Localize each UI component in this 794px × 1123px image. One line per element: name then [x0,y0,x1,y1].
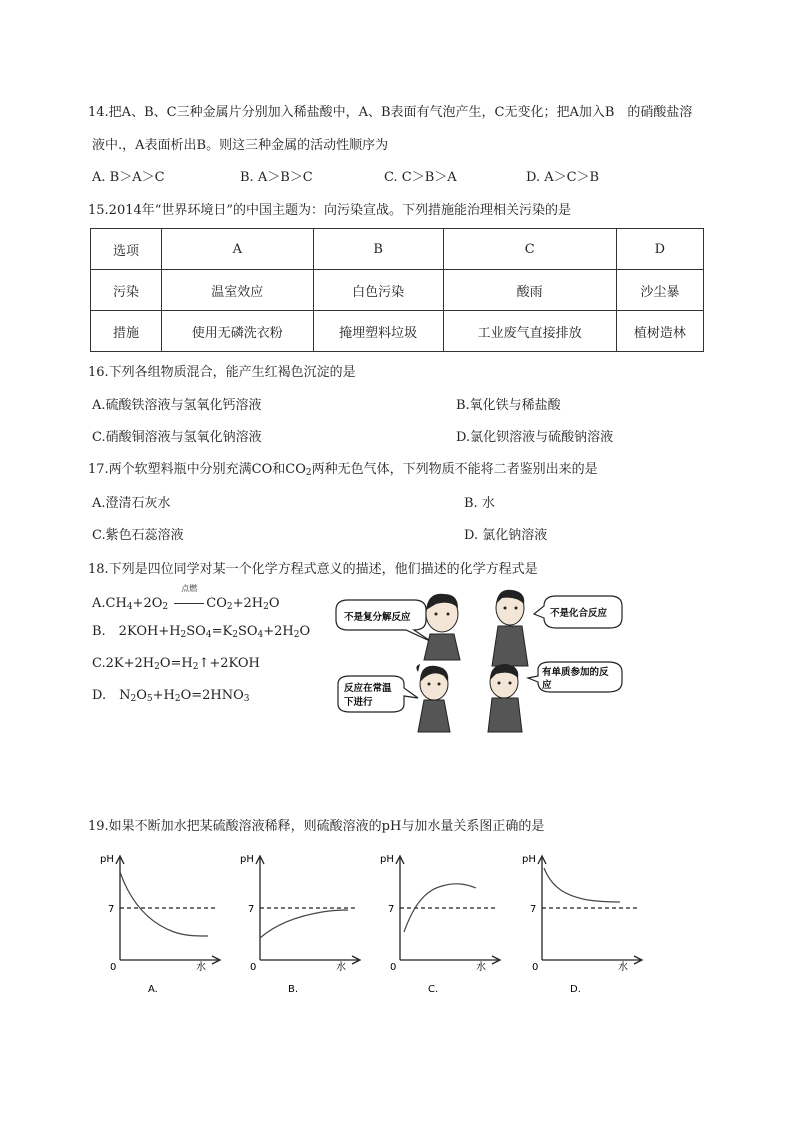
q18-option-c: $C.2K+2H_2O=H_2↑+2KOH$ [92,656,260,672]
table-cell: B [313,229,443,270]
student-boy-2 [492,590,528,666]
water-axis-label: 水 [336,962,346,973]
q17-option-d: D. 氯化钠溶液 [464,528,548,543]
table-cell: 掩埋塑料垃圾 [313,311,443,352]
table-row [91,229,704,270]
ref-7-label: 7 [108,904,115,915]
origin-label: 0 [110,962,117,973]
table-cell: A [162,229,314,270]
graph-b-label: B. [288,984,299,995]
q14-option-b: B. A＞B＞C [240,170,313,185]
ph-axis-label: pH [240,854,254,865]
graph-d [518,852,648,1002]
bubble-text-4a: 有单质参加的反 [542,667,609,678]
q16-option-b: B.氧化铁与稀盐酸 [456,398,561,413]
bubble-text-2: 不是化合反应 [550,608,608,619]
q14-option-c: C. C＞B＞A [384,170,457,185]
bubble-text-3a: 反应在常温 [344,683,392,694]
graph-a [96,852,226,1002]
table-cell: D [616,229,703,270]
origin-label: 0 [250,962,257,973]
table-cell: 工业废气直接排放 [443,311,616,352]
student-boy-1 [424,594,460,660]
q14-option-a: A. B＞A＞C [92,170,165,185]
bubble-text-1: 不是复分解反应 [344,612,411,623]
table-cell: 使用无磷洗衣粉 [162,311,314,352]
bubble-text-4b: 应 [542,680,552,691]
graph-a-label: A. [148,984,158,995]
table-cell: 选项 [91,229,162,270]
speech-bubble-2 [534,596,622,628]
q14-option-d: D. A＞C＞B [526,170,600,185]
q15-stem: 15.2014年“世界环境日”的中国主题为：向污染宣战。下列措施能治理相关污染的是 [88,203,572,218]
table-cell: 措施 [91,311,162,352]
water-axis-label: 水 [476,962,486,973]
bubble-text-3b: 下进行 [344,697,373,708]
student-girl [416,664,450,732]
table-cell: C [443,229,616,270]
ph-axis-label: pH [522,854,536,865]
reaction-condition: 点燃 [181,584,198,593]
speech-bubble-4 [528,662,622,692]
water-axis-label: 水 [196,962,206,973]
q19-stem: 19.如果不断加水把某硫酸溶液稀释，则硫酸溶液的pH与加水量关系图正确的是 [88,819,545,834]
graph-c-label: C. [428,984,439,995]
q18-option-b: B. $2KOH+H_2SO_4=K_2SO_4+2H_2O$ [92,624,311,640]
graph-b [236,852,366,1002]
table-cell: 植树造林 [616,311,703,352]
table-cell: 酸雨 [443,270,616,311]
ref-7-label: 7 [388,904,395,915]
q16-stem: 16.下列各组物质混合，能产生红褐色沉淀的是 [88,365,356,380]
table-row [91,270,704,311]
student-boy-3 [488,664,522,732]
q16-option-c: C.硝酸铜溶液与氢氧化钠溶液 [92,430,262,445]
water-axis-label: 水 [618,962,628,973]
speech-bubble-1 [336,600,432,642]
q17-option-a: A.澄清石灰水 [92,496,171,511]
ref-7-label: 7 [530,904,537,915]
graph-c [376,852,506,1002]
q14-line1: 14.把A、B、C三种金属片分别加入稀盐酸中，A、B表面有气泡产生，C无变化；把A加入B 的硝酸盐溶 [88,105,693,120]
ph-axis-label: pH [100,854,114,865]
q16-option-a: A.硫酸铁溶液与氢氧化钙溶液 [92,398,262,413]
q18-option-a: $A.CH_4+2O_2$ 点燃 $CO_2+2H_2O$ [92,584,280,612]
q17-option-c: C.紫色石蕊溶液 [92,528,184,543]
origin-label: 0 [532,962,539,973]
table-cell: 沙尘暴 [616,270,703,311]
q16-option-d: D.氯化钡溶液与硫酸钠溶液 [456,430,614,445]
q18-stem: 18.下列是四位同学对某一个化学方程式意义的描述，他们描述的化学方程式是 [88,562,538,577]
ref-7-label: 7 [248,904,255,915]
students-cartoon [332,586,624,736]
q17-stem: 17.两个软塑料瓶中分别充满CO和$CO_2$两种无色气体，下列物质不能将二者鉴别出来的是 [88,462,598,478]
table-row [91,311,704,352]
table-cell: 温室效应 [162,270,314,311]
table-cell: 污染 [91,270,162,311]
ph-axis-label: pH [380,854,394,865]
speech-bubble-3 [338,676,418,712]
graph-d-label: D. [570,984,581,995]
origin-label: 0 [390,962,397,973]
q17-option-b: B. 水 [464,496,495,511]
q15-table [90,228,704,352]
q18-option-d: D. $N_2O_5+H_2O=2HNO_3$ [92,688,250,704]
table-cell: 白色污染 [313,270,443,311]
q14-line2: 液中.，A表面析出B。则这三种金属的活动性顺序为 [92,138,389,153]
